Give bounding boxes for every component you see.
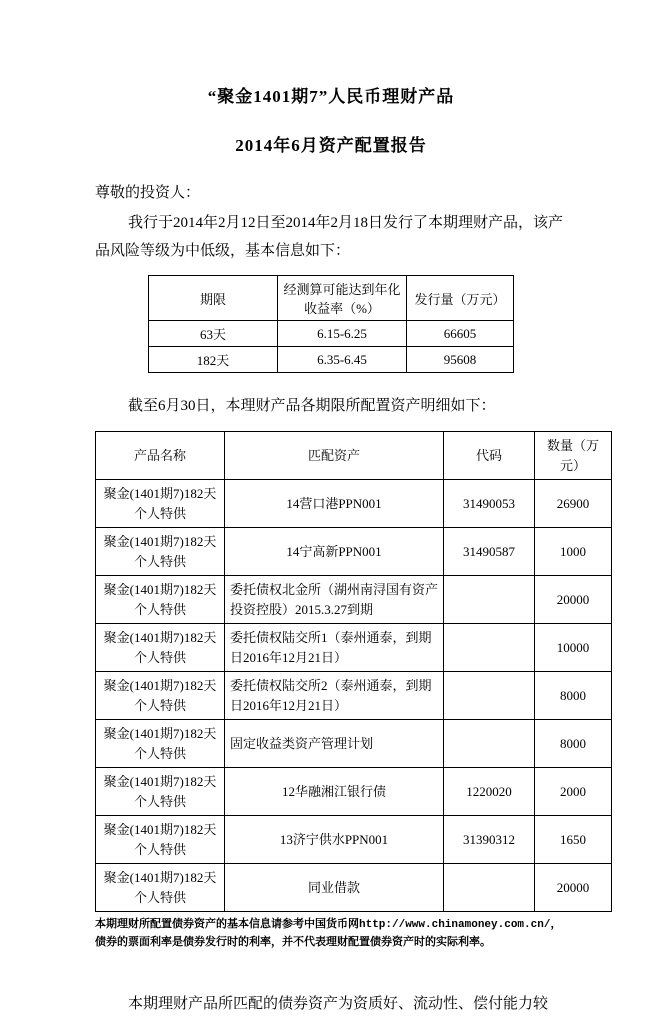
header-product: 产品名称 (96, 432, 225, 480)
amount-cell: 1650 (535, 816, 612, 864)
code-cell: 1220020 (444, 768, 535, 816)
code-cell (444, 864, 535, 912)
footnote (95, 916, 567, 951)
rate-cell: 6.15-6.25 (278, 321, 407, 347)
rate-cell: 6.35-6.45 (278, 347, 407, 373)
amount-cell: 26900 (535, 480, 612, 528)
amount-cell: 2000 (535, 768, 612, 816)
table-row (96, 864, 612, 912)
table-row (96, 576, 612, 624)
table-row (96, 480, 612, 528)
basic-info-table (148, 275, 514, 373)
allocation-header-row (96, 432, 612, 480)
code-cell (444, 576, 535, 624)
code-cell: 31390312 (444, 816, 535, 864)
detail-lead: 截至6月30日，本理财产品各期限所配置资产明细如下： (128, 398, 496, 415)
table-row (96, 816, 612, 864)
asset-cell: 委托债权北金所（湖州南浔国有资产投资控股）2015.3.27到期 (225, 576, 444, 624)
doc-title: “聚金1401期7”人民币理财产品 (207, 87, 455, 106)
product-cell: 聚金(1401期7)182天个人特供 (96, 576, 225, 624)
product-cell: 聚金(1401期7)182天个人特供 (96, 816, 225, 864)
asset-cell: 12华融湘江银行债 (225, 768, 444, 816)
table-row (149, 321, 514, 347)
amount-cell: 20000 (535, 864, 612, 912)
allocation-table (95, 431, 612, 912)
term-cell: 182天 (149, 347, 278, 373)
footnote-url: http://www.chinamoney.com.cn/ (359, 919, 551, 931)
table-row (149, 347, 514, 373)
asset-cell: 14营口港PPN001 (225, 480, 444, 528)
volume-cell: 66605 (407, 321, 514, 347)
table-row (96, 720, 612, 768)
term-cell: 63天 (149, 321, 278, 347)
code-cell (444, 624, 535, 672)
header-asset: 匹配资产 (225, 432, 444, 480)
amount-cell: 10000 (535, 624, 612, 672)
table-row (96, 672, 612, 720)
code-cell: 31490053 (444, 480, 535, 528)
amount-cell: 8000 (535, 672, 612, 720)
product-cell: 聚金(1401期7)182天个人特供 (96, 864, 225, 912)
footnote-text-pre: 本期理财所配置债券资产的基本信息请参考中国货币网 (95, 918, 359, 930)
asset-cell: 同业借款 (225, 864, 444, 912)
code-cell (444, 672, 535, 720)
code-cell (444, 720, 535, 768)
product-cell: 聚金(1401期7)182天个人特供 (96, 528, 225, 576)
header-amount: 数量（万元） (535, 432, 612, 480)
amount-cell: 8000 (535, 720, 612, 768)
header-term: 期限 (149, 276, 278, 321)
basic-info-header-row (149, 276, 514, 321)
table-row (96, 768, 612, 816)
asset-cell: 固定收益类资产管理计划 (225, 720, 444, 768)
product-cell: 聚金(1401期7)182天个人特供 (96, 624, 225, 672)
asset-cell: 13济宁供水PPN001 (225, 816, 444, 864)
salutation: 尊敬的投资人： (95, 185, 201, 201)
table-row (96, 528, 612, 576)
code-cell: 31490587 (444, 528, 535, 576)
footnote-text-post: ，债券的票面利率是债券发行时的利率，并不代表理财配置债券资产时的实际利率。 (95, 918, 562, 949)
asset-cell: 委托债权陆交所1（泰州通泰，到期日2016年12月21日） (225, 624, 444, 672)
amount-cell: 1000 (535, 528, 612, 576)
doc-subtitle: 2014年6月资产配置报告 (235, 136, 427, 155)
volume-cell: 95608 (407, 347, 514, 373)
header-volume: 发行量（万元） (407, 276, 514, 321)
amount-cell: 20000 (535, 576, 612, 624)
product-cell: 聚金(1401期7)182天个人特供 (96, 672, 225, 720)
product-cell: 聚金(1401期7)182天个人特供 (96, 720, 225, 768)
header-code: 代码 (444, 432, 535, 480)
closing-paragraph: 本期理财产品所匹配的债券资产为资质好、流动性、偿付能力较 (128, 996, 549, 1013)
asset-cell: 14宁高新PPN001 (225, 528, 444, 576)
product-cell: 聚金(1401期7)182天个人特供 (96, 480, 225, 528)
table-row (96, 624, 612, 672)
product-cell: 聚金(1401期7)182天个人特供 (96, 768, 225, 816)
asset-cell: 委托债权陆交所2（泰州通泰，到期日2016年12月21日） (225, 672, 444, 720)
header-rate: 经测算可能达到年化收益率（%） (278, 276, 407, 321)
intro-paragraph: 我行于2014年2月12日至2014年2月18日发行了本期理财产品，该产品风险等级为中低级，基本信息如下： (95, 214, 564, 259)
